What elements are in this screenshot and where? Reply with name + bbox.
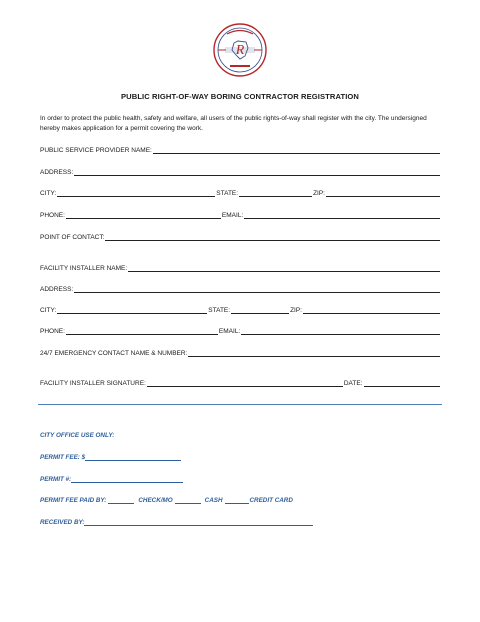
installer-state-field[interactable] <box>231 306 289 314</box>
date-label: DATE: <box>343 380 363 387</box>
installer-phone-field[interactable] <box>66 327 218 335</box>
office-heading: CITY OFFICE USE ONLY: <box>40 432 115 439</box>
installer-zip-field[interactable] <box>303 306 440 314</box>
installer-city-label: CITY: <box>40 307 57 314</box>
installer-address-field[interactable] <box>74 285 440 293</box>
installer-name-label: FACILITY INSTALLER NAME: <box>40 265 128 272</box>
permit-fee-field[interactable] <box>85 453 181 461</box>
phone-label: PHONE: <box>40 212 65 219</box>
provider-name-field[interactable] <box>153 146 440 154</box>
installer-phone-label: PHONE: <box>40 328 65 335</box>
signature-date-row <box>40 378 441 387</box>
paid-by-row <box>40 495 293 504</box>
installer-email-label: EMAIL: <box>218 328 241 335</box>
signature-label: FACILITY INSTALLER SIGNATURE: <box>40 380 146 387</box>
section-divider <box>38 404 442 405</box>
point-of-contact-row <box>40 232 441 241</box>
installer-name-row <box>40 263 441 272</box>
email-label: EMAIL: <box>221 212 244 219</box>
phone-email-row <box>40 210 441 219</box>
address-field[interactable] <box>74 168 440 176</box>
installer-email-field[interactable] <box>241 327 440 335</box>
state-field[interactable] <box>239 189 312 197</box>
permit-fee-row <box>40 452 182 461</box>
installer-address-row <box>40 284 441 293</box>
permit-number-label: PERMIT #: <box>40 476 72 483</box>
installer-city-field[interactable] <box>57 306 207 314</box>
provider-name-row <box>40 145 441 154</box>
address-label: ADDRESS: <box>40 169 74 176</box>
city-state-zip-row <box>40 188 441 197</box>
credit-card-label: CREDIT CARD <box>249 497 293 504</box>
point-of-contact-field[interactable] <box>105 233 440 241</box>
date-field[interactable] <box>364 379 440 387</box>
city-label: CITY: <box>40 190 57 197</box>
installer-phone-email-row <box>40 326 441 335</box>
received-by-row <box>40 517 314 526</box>
cash-label: CASH <box>204 497 223 504</box>
zip-field[interactable] <box>326 189 440 197</box>
paid-by-blank[interactable] <box>108 496 134 504</box>
check-mo-label: CHECK/MO <box>138 497 173 504</box>
paid-by-label: PERMIT FEE PAID BY: <box>40 497 107 504</box>
permit-number-field[interactable] <box>71 475 183 483</box>
intro-paragraph: In order to protect the public health, safety and welfare, all users of the public rights-of-way shall register with the city. The undersigned hereby makes application for a permit covering the work. <box>40 115 427 132</box>
received-by-field[interactable] <box>84 518 313 526</box>
form-title: PUBLIC RIGHT-OF-WAY BORING CONTRACTOR REGISTRATION <box>120 92 360 101</box>
cash-field[interactable] <box>225 496 249 504</box>
received-by-label: RECEIVED BY: <box>40 519 85 526</box>
point-of-contact-label: POINT OF CONTACT: <box>40 234 105 241</box>
provider-name-label: PUBLIC SERVICE PROVIDER NAME: <box>40 147 152 154</box>
emergency-contact-label: 24/7 EMERGENCY CONTACT NAME & NUMBER: <box>40 350 188 357</box>
svg-text:R: R <box>235 43 245 58</box>
check-mo-field[interactable] <box>175 496 201 504</box>
permit-fee-label: PERMIT FEE: $ <box>40 454 86 461</box>
installer-city-state-zip-row <box>40 305 441 314</box>
address-row <box>40 167 441 176</box>
email-field[interactable] <box>244 211 440 219</box>
state-label: STATE: <box>216 190 239 197</box>
installer-zip-label: ZIP: <box>290 307 302 314</box>
city-seal-icon <box>212 22 268 78</box>
installer-state-label: STATE: <box>208 307 231 314</box>
installer-name-field[interactable] <box>128 264 440 272</box>
zip-label: ZIP: <box>313 190 325 197</box>
installer-address-label: ADDRESS: <box>40 286 74 293</box>
phone-field[interactable] <box>66 211 221 219</box>
permit-number-row <box>40 474 184 483</box>
city-field[interactable] <box>57 189 215 197</box>
emergency-contact-row <box>40 348 441 357</box>
signature-field[interactable] <box>147 379 343 387</box>
emergency-contact-field[interactable] <box>188 349 440 357</box>
